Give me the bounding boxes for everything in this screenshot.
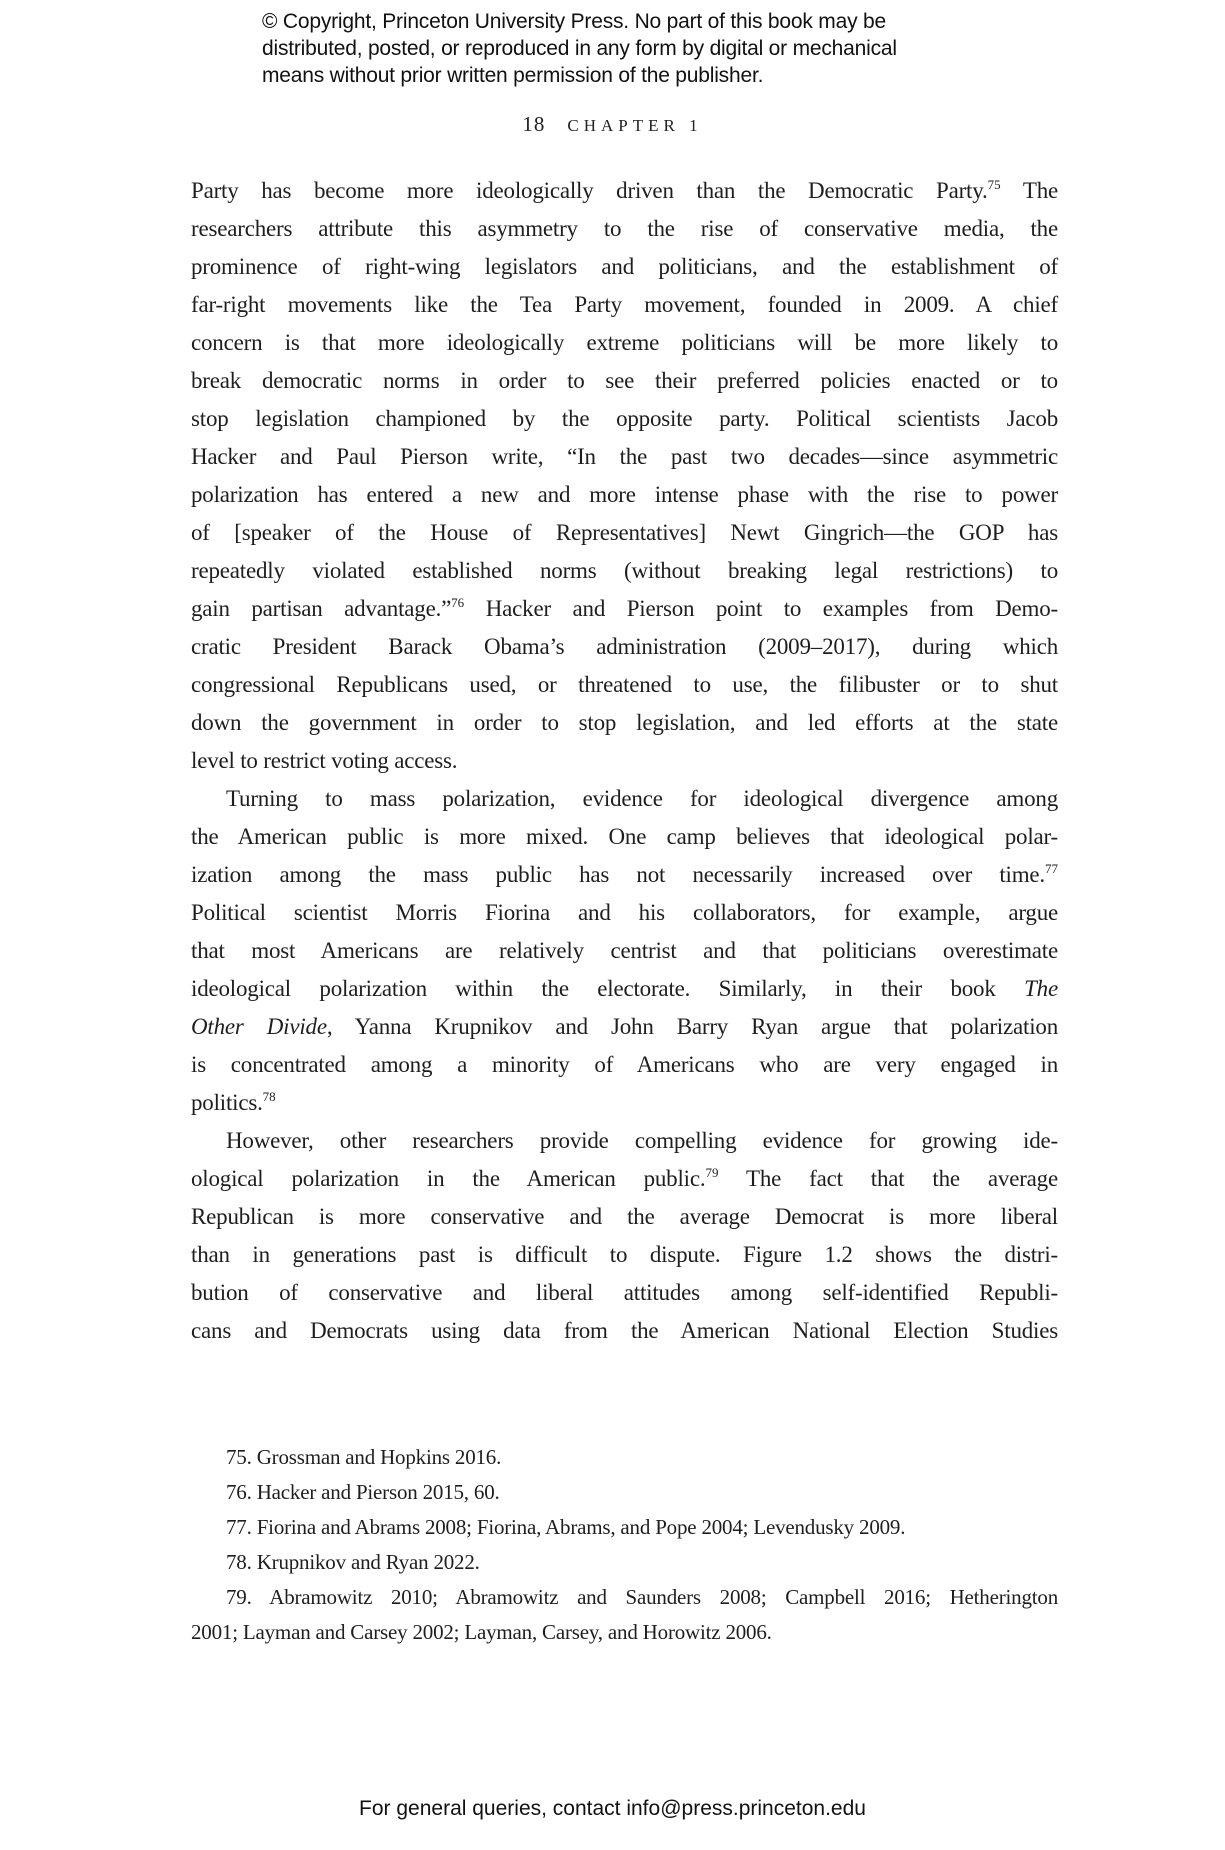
paragraph [191,172,1058,780]
text-segment: 76. Hacker and Pierson 2015, 60. [226,1480,500,1504]
text-segment: Republican is more conservative and the average Democrat is more liberal [191,1204,1058,1229]
text-segment: 75. Grossman and Hopkins 2016. [226,1445,502,1469]
text-line [191,210,1058,248]
text-line [191,248,1058,286]
text-line [191,1008,1058,1046]
text-line [191,400,1058,438]
text-segment: polarization has entered a new and more intense phase with the rise to power [191,482,1058,507]
text-segment: Political scientist Morris Fiorina and his collaborators, for example, argue [191,900,1058,925]
text-segment: stop legislation championed by the opposite party. Political scientists Jacob [191,406,1058,431]
footnote-line [191,1545,1058,1580]
text-segment: level to restrict voting access. [191,748,458,773]
text-line [191,514,1058,552]
text-line [191,742,1058,780]
paragraph [191,780,1058,1122]
text-line [191,172,1058,210]
footnote-marker: 76 [451,595,465,610]
text-line [191,780,1058,818]
text-line [191,856,1058,894]
text-segment: 78. Krupnikov and Ryan 2022. [226,1550,480,1574]
text-line [191,894,1058,932]
text-segment: , Yanna Krupnikov and John Barry Ryan argue that polarization [326,1014,1058,1039]
text-line [191,362,1058,400]
text-line [191,552,1058,590]
body-text [191,172,1058,1350]
text-segment: than in generations past is difficult to dispute. Figure 1.2 shows the distri- [191,1242,1058,1267]
text-segment: 77. Fiorina and Abrams 2008; Fiorina, Abrams, and Pope 2004; Levendusky 2009. [226,1515,906,1539]
footnote-marker: 77 [1045,861,1058,876]
text-line [191,818,1058,856]
footnote-line [191,1615,1058,1650]
text-line [191,590,1058,628]
text-line [191,1198,1058,1236]
text-segment: The [1024,976,1058,1001]
text-segment: Hacker and Pierson point to examples from Demo- [464,596,1058,621]
text-segment: politics. [191,1090,263,1115]
footnote-marker: 75 [987,177,1001,192]
footnote-line [191,1440,1058,1475]
text-segment: 79. Abramowitz 2010; Abramowitz and Saunders 2008; Campbell 2016; Hetherington [226,1585,1058,1609]
footnote-line [191,1475,1058,1510]
copyright-line: means without prior written permission of the publisher. [262,64,764,87]
copyright-line: distributed, posted, or reproduced in any form by digital or mechanical [262,37,897,60]
text-segment: down the government in order to stop legislation, and led efforts at the state [191,710,1058,735]
text-segment: bution of conservative and liberal attitudes among self-identified Republi- [191,1280,1058,1305]
text-segment: However, other researchers provide compelling evidence for growing ide- [226,1128,1058,1153]
text-segment: of [speaker of the House of Representatives] Newt Gingrich—the GOP has [191,520,1058,545]
text-segment: congressional Republicans used, or threatened to use, the filibuster or to shut [191,672,1058,697]
text-segment: Turning to mass polarization, evidence for ideological divergence among [226,786,1058,811]
text-segment: far-right movements like the Tea Party movement, founded in 2009. A chief [191,292,1058,317]
text-segment: 2001; Layman and Carsey 2002; Layman, Carsey, and Horowitz 2006. [191,1620,772,1644]
text-segment: cratic President Barack Obama’s administration (2009–2017), during which [191,634,1058,659]
text-segment: Other Divide [191,1014,327,1039]
text-line [191,476,1058,514]
text-line [191,628,1058,666]
page-number: 18 [522,112,546,136]
text-segment: gain partisan advantage.” [191,596,452,621]
text-line [191,1312,1058,1350]
text-segment: the American public is more mixed. One camp believes that ideological polar- [191,824,1058,849]
text-segment: The [1000,178,1059,203]
text-segment: repeatedly violated established norms (without breaking legal restrictions) to [191,558,1058,583]
text-segment: ization among the mass public has not necessarily increased over time. [191,862,1045,887]
footnote-line [191,1510,1058,1545]
text-segment: The fact that the average [718,1166,1058,1191]
footer-contact: For general queries, contact info@press.princeton.edu [359,1797,866,1820]
page-header [0,112,1225,137]
text-segment: ideological polarization within the electorate. Similarly, in their book [191,976,1025,1001]
text-segment: ological polarization in the American public. [191,1166,706,1191]
text-line [191,1236,1058,1274]
footnote-marker: 78 [262,1089,276,1104]
chapter-label: CHAPTER 1 [567,116,703,135]
text-line [191,1274,1058,1312]
text-segment: break democratic norms in order to see their preferred policies enacted or to [191,368,1058,393]
text-line [191,932,1058,970]
text-line [191,1046,1058,1084]
text-segment: Party has become more ideologically driven than the Democratic Party. [191,178,988,203]
footnotes [191,1440,1058,1650]
text-line [191,324,1058,362]
paragraph [191,1122,1058,1350]
text-segment: prominence of right-wing legislators and politicians, and the establishment of [191,254,1058,279]
footnote-marker: 79 [705,1165,719,1180]
text-segment: is concentrated among a minority of Americans who are very engaged in [191,1052,1058,1077]
text-segment: that most Americans are relatively centrist and that politicians overestimate [191,938,1058,963]
text-line [191,704,1058,742]
text-segment: researchers attribute this asymmetry to the rise of conservative media, the [191,216,1058,241]
text-line [191,438,1058,476]
text-segment: cans and Democrats using data from the American National Election Studies [191,1318,1058,1343]
text-line [191,666,1058,704]
copyright-notice [262,8,982,89]
text-line [191,1160,1058,1198]
text-segment: concern is that more ideologically extreme politicians will be more likely to [191,330,1058,355]
footnote-line [191,1580,1058,1615]
copyright-line: © Copyright, Princeton University Press. No part of this book may be [262,10,886,33]
text-line [191,286,1058,324]
text-line [191,1122,1058,1160]
text-line [191,1084,1058,1122]
text-line [191,970,1058,1008]
text-segment: Hacker and Paul Pierson write, “In the past two decades—since asymmetric [191,444,1058,469]
